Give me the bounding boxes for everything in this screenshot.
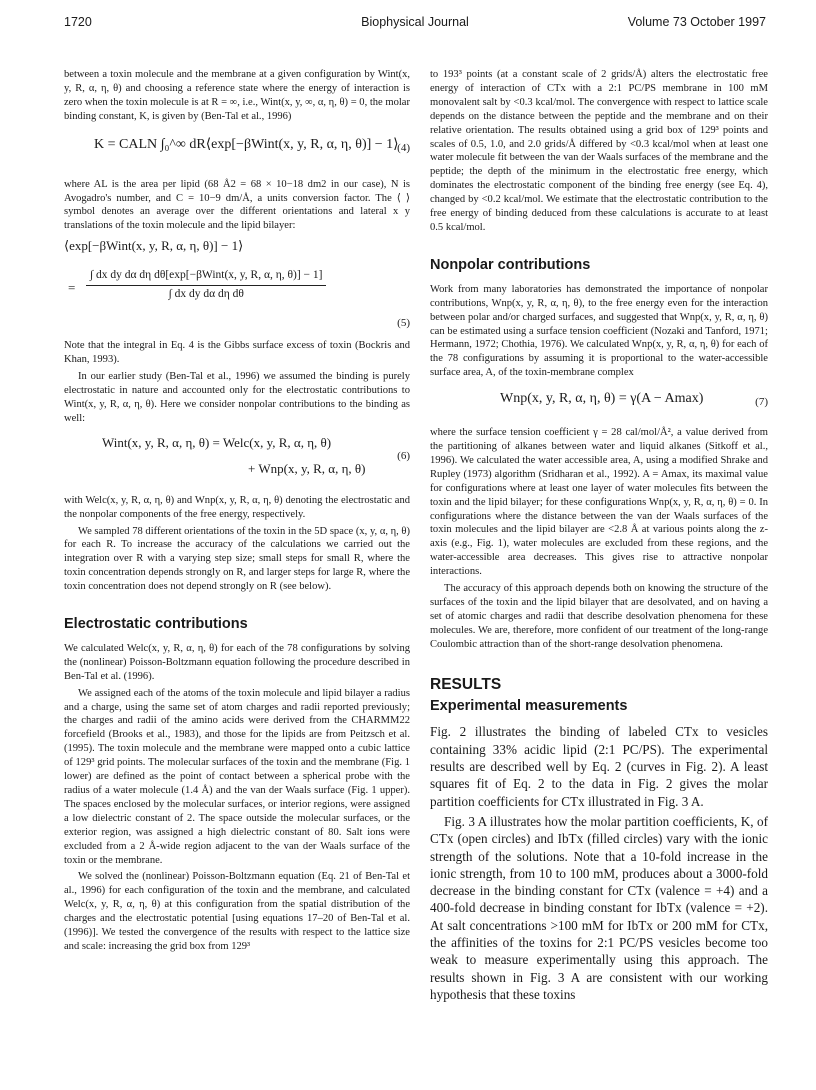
paragraph: with Welc(x, y, R, α, η, θ) and Wnp(x, y, R, α, η, θ) denoting the electrostatic and the nonpolar components of the free energy, respectively.: [64, 494, 410, 520]
left-column: [64, 68, 410, 957]
equation-number: (7): [755, 396, 768, 409]
equation-7: [430, 388, 768, 416]
equation-number: (5): [397, 317, 410, 330]
equation-number: (4): [397, 141, 410, 154]
equation-6-line1: Wint(x, y, R, α, η, θ) = Welc(x, y, R, α, η, θ): [102, 434, 332, 450]
equation-4: [64, 132, 410, 168]
equation-number: (6): [397, 449, 410, 462]
section-heading-nonpolar: Nonpolar contributions: [430, 256, 591, 273]
section-heading-results: RESULTS: [430, 675, 502, 693]
paragraph: In our earlier study (Ben-Tal et al., 1996) we assumed the binding is purely electrostatic in nature and accounted only for the electrostatic contributions to Wint(x, y, R, α, η, θ). Here we consider nonpolar contributions to the binding as well:: [64, 371, 410, 424]
fraction-numerator: ∫ dx dy dα dη dθ[exp[−βWint(x, y, R, α, η, θ)] − 1]: [86, 269, 326, 286]
equation-body: K = CALN ∫₀^∞ dR⟨exp[−βWint(x, y, R, α, η, θ)] − 1⟩: [94, 136, 399, 152]
paragraph: Work from many laboratories has demonstrated the importance of nonpolar contributions, Wnp(x, y, R, α, η, θ), to the free energy even for the interaction between polar and/or charged surfaces, and suggested that Wnp(x, y, R, α, η, θ) can be estimated using a surface tension coefficient (Nozaki and Tanford, 1971; Hermann, 1972; Chothia, 1976). We calculated Wnp(x, y, R, α, η, θ) for each of the 78 configurations by assuming it is proportional to the water-accessible surface area, A, of the toxin-membrane complex: [430, 283, 768, 379]
equation-body: Wnp(x, y, R, α, η, θ) = γ(A − Amax): [500, 391, 704, 407]
equation-6: [64, 434, 410, 486]
volume-info: Volume 73 October 1997: [627, 15, 766, 29]
section-heading-electrostatic: Electrostatic contributions: [64, 616, 248, 633]
equation-5: [64, 239, 410, 335]
results-text: [430, 723, 768, 1003]
paragraph: We sampled 78 different orientations of the toxin in the 5D space (x, y, α, η, θ) for each R. To increase the accuracy of the calculations we carried out the integration over R with a varying step size; small steps for small R, where the toxin concentration depends strongly on R, and larger steps for large R, where the toxin concentration does not depend strongly on R (see below).: [64, 525, 410, 593]
equation-6-line2: + Wnp(x, y, R, α, η, θ): [248, 460, 366, 476]
equals-sign: =: [68, 280, 76, 296]
paragraph: Fig. 3 A illustrates how the molar partition coefficients, K, of CTx (open circles) and IbTx (filled circles) vary with the ionic strength of the solutions. Note that a 10-fold increase in the ionic strength, from 10 to 100 mM, produces about a 3000-fold decrease in the binding constant for CTx (valence = +4) and a 400-fold decrease in binding constant for IbTx (valence = +2). At salt concentrations >100 mM for IbTx or 200 mM for CTx, the affinities of the toxins for 2:1 PC/PS vesicles become too weak to measure experimentally using this approach. The results shown in Fig. 3 A are consistent with our working hypothesis that these toxins: [430, 813, 768, 1002]
page-number: 1720: [64, 15, 92, 29]
paragraph: where the surface tension coefficient γ = 28 cal/mol/Å², a value derived from the partitioning of alkanes between water and liquid alkanes (Sitkoff et al., 1996). We calculated the water accessible area, A, using a modified Shrake and Rupley (1973) algorithm (Sridharan et al., 1992). A = Amax, its maximal value for configurations where at least one layer of water molecules fits between the toxin and the lipid bilayer; for these configurations Wnp(x, y, R, α, η, θ) = 0. In configurations where the distance between the van der Waals surfaces of the toxin molecules and the lipid bilayer are <2.8 Å at various points along the z-axis (e.g., Fig. 1), water molecules are excluded from these regions, and the water-accessible area decreases. This gives rise to attractive nonpolar interactions.: [430, 427, 768, 578]
paragraph: We assigned each of the atoms of the toxin molecule and lipid bilayer a radius and a charge, using the same set of atom charges and radii reported previously; the charges and radii of the amino acids were derived from the CHARMM22 forcefield (Brooks et al., 1983), and those for the lipids are from Peitzsch et al. (1995). The toxin molecule and the membrane were mapped onto a cubic lattice of 129³ grid points. The molecular surfaces of the toxin and the membrane (Fig. 1 lower) are defined as the point of contact between a spherical probe with the radius of a water molecule (1.4 Å) and the van der Waals surface (Fig. 1 upper). The spaces enclosed by the molecular surfaces, or interior regions, were assigned a low dielectric constant of 2. The space outside the molecular surfaces, or the exterior region, was assigned a high dielectric constant of 80. Salt ions were excluded from a 2 Å-wide region adjacent to the van der Waals surface of the toxin or the membrane.: [64, 687, 410, 866]
paragraph: Fig. 2 illustrates the binding of labeled CTx to vesicles containing 33% acidic lipid (2:1 PC/PS). The experimental results are described well by Eq. 2 (curves in Fig. 2). A least squares fit of Eq. 2 to the data in Fig. 2 gives the molar partition coefficients for CTx illustrated in Fig. 3 A.: [430, 724, 768, 809]
paragraph: where AL is the area per lipid (68 Å2 = 68 × 10−18 dm2 in our case), N is Avogadro's number, and C = 10−9 dm/Å, a units conversion factor. The ⟨ ⟩ symbol denotes an average over the different orientations and lateral x y translations of the toxin molecule and the lipid bilayer:: [64, 178, 410, 232]
running-header: [64, 15, 766, 35]
paragraph: between a toxin molecule and the membrane at a given configuration by Wint(x, y, R, α, η, θ) and choosing a reference state where the energy of interaction is zero when the toxin molecule is at R = ∞, i.e., Wint(x, y, ∞, α, η, θ) = 0, the molar binding constant, K, is given by (Ben-Tal et al., 1996): [64, 69, 410, 122]
paragraph: We calculated Welc(x, y, R, α, η, θ) for each of the 78 configurations by solving the (nonlinear) Poisson-Boltzmann equation following the procedure described in Ben-Tal et al. (1996).: [64, 642, 410, 682]
fraction: [86, 269, 326, 302]
paragraph: The accuracy of this approach depends both on knowing the structure of the surfaces of the toxin and the lipid bilayer that are desolvated, and on having a set of atomic charges and radii that describe desolvation phenomena for these molecules. We are, therefore, more confident of our treatment of the long-range Coulombic attraction than of the short-range desolvation phenomena.: [430, 583, 768, 650]
fraction-denominator: ∫ dx dy dα dη dθ: [168, 288, 244, 301]
right-column: [430, 68, 768, 1006]
paragraph: Note that the integral in Eq. 4 is the Gibbs surface excess of toxin (Bockris and Khan, 1993).: [64, 340, 410, 366]
paragraph: to 193³ points (at a constant scale of 2 grids/Å) alters the electrostatic free energy of interaction of CTx with a 2:1 PC/PS membrane in 100 mM monovalent salt by <0.3 kcal/mol. The convergence with respect to lattice scale depends on the distance between the peptide and the membrane and on their relative orientation. The results obtained using a grid box of 129³ points and scales of 0.5, 1.0, and 2.0 grids/Å differed by <0.3 kcal/mol when at least one water molecule fit between the van der Waals surfaces of the membrane and the peptide; the depth of the minimum in the electrostatic free energy, which dominates the electrostatic component of the binding free energy (see Eq. 4), changed by <0.2 kcal/mol. We estimate that the electrostatic contribution to the free energy of binding deduced from these calculations is accurate to at least 0.5 kcal/mol.: [430, 69, 768, 233]
journal-name: Biophysical Journal: [361, 15, 469, 29]
subsection-heading-experimental: Experimental measurements: [430, 697, 628, 714]
paragraph: We solved the (nonlinear) Poisson-Boltzmann equation (Eq. 21 of Ben-Tal et al., 1996) for each configuration of the toxin and the membrane, and calculated Welc(x, y, R, α, η, θ) at this configuration from the spatial distribution of the charges and the electrostatic potential [using equations 17–20 of Ben-Tal et al. (1996)]. We tested the convergence of the results with respect to the lattice size and scale: increasing the grid box from 129³: [64, 871, 410, 952]
equation-5-lhs: ⟨exp[−βWint(x, y, R, α, η, θ)] − 1⟩: [64, 238, 244, 254]
